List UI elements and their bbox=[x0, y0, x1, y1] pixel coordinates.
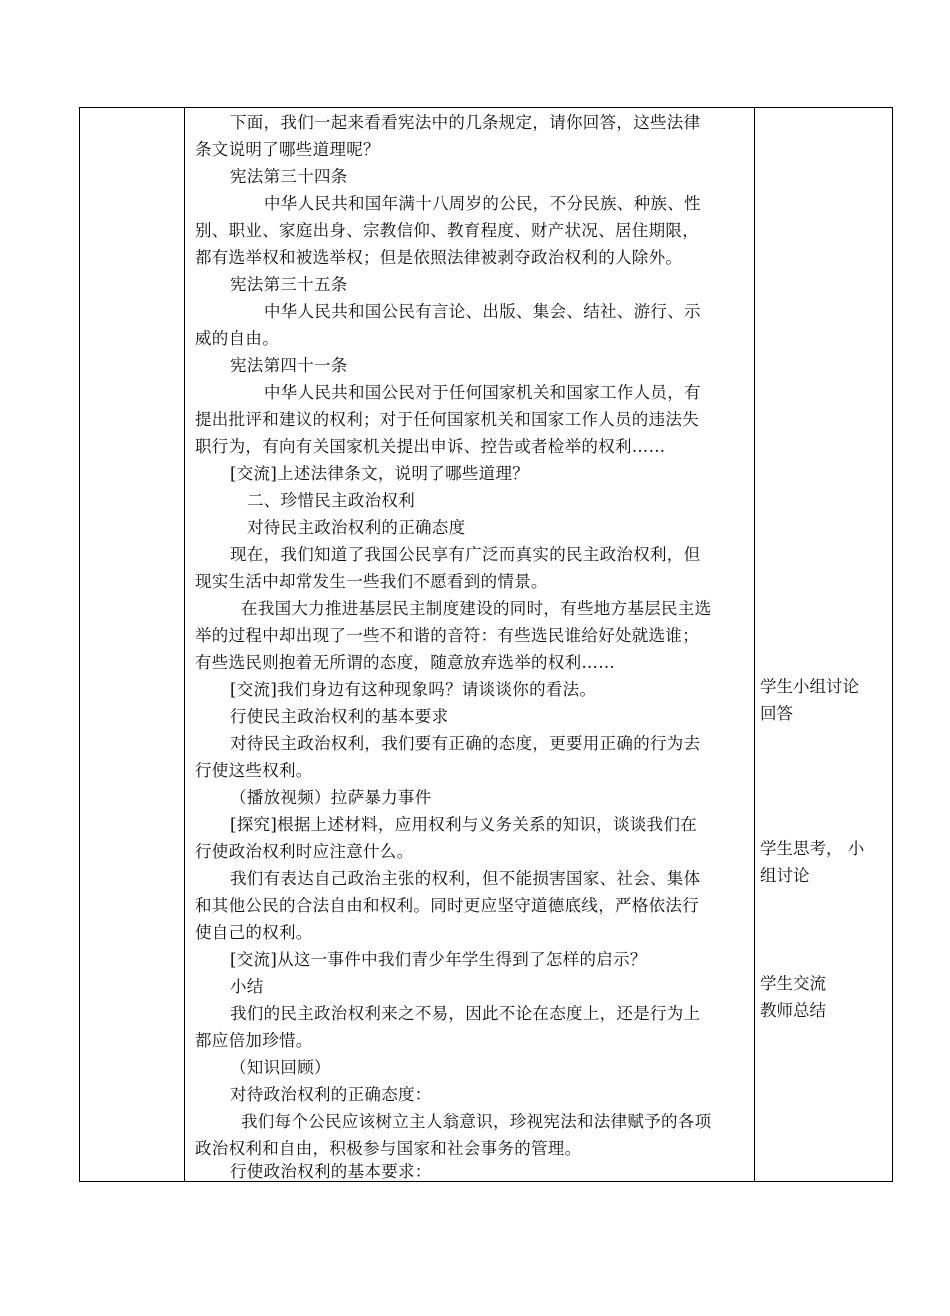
content-line: 提出批评和建议的权利；对于任何国家机关和国家工作人员的违法失 bbox=[195, 410, 699, 429]
content-line: 威的自由。 bbox=[195, 329, 279, 348]
activity-note: 学生交流 bbox=[760, 974, 826, 993]
teaching-content-column bbox=[184, 108, 754, 1181]
content-line: 有些选民则抱着无所谓的态度，随意放弃选举的权利…… bbox=[195, 653, 615, 672]
content-line: 条文说明了哪些道理呢？ bbox=[195, 140, 380, 159]
content-line: 和其他公民的合法自由和权利。同时更应坚守道德底线，严格依法行 bbox=[195, 896, 699, 915]
content-line: 中华人民共和国公民有言论、出版、集会、结社、游行、示 bbox=[264, 302, 701, 321]
content-line: 现实生活中却常发生一些我们不愿看到的情景。 bbox=[195, 572, 548, 591]
content-line: 中华人民共和国公民对于任何国家机关和国家工作人员，有 bbox=[264, 383, 701, 402]
section-heading: 二、珍惜民主政治权利 bbox=[247, 491, 415, 510]
activity-note: 学生小组讨论 bbox=[760, 677, 859, 696]
activity-note: 回答 bbox=[760, 704, 793, 723]
content-line: 我们有表达自己政治主张的权利，但不能损害国家、社会、集体 bbox=[230, 869, 701, 888]
content-line: 都有选举权和被选举权；但是依照法律被剥夺政治权利的人除外。 bbox=[195, 248, 683, 267]
content-line: 行使政治权利时应注意什么。 bbox=[195, 842, 414, 861]
content-line: [交流]上述法律条文，说明了哪些道理？ bbox=[230, 464, 530, 483]
content-line: 都应倍加珍惜。 bbox=[195, 1031, 313, 1050]
activity-note: 组讨论 bbox=[760, 866, 810, 885]
content-line: 职行为，有向有关国家机关提出申诉、控告或者检举的权利…… bbox=[195, 437, 666, 456]
content-line: （知识回顾） bbox=[230, 1058, 331, 1077]
content-line: 别、职业、家庭出身、宗教信仰、教育程度、财产状况、居住期限， bbox=[195, 221, 699, 240]
content-line: 我们每个公民应该树立主人翁意识，珍视宪法和法律赋予的各项 bbox=[241, 1112, 712, 1131]
content-line: 在我国大力推进基层民主制度建设的同时，有些地方基层民主选 bbox=[241, 599, 712, 618]
content-line: 举的过程中却出现了一些不和谐的音符：有些选民谁给好处就选谁； bbox=[195, 626, 699, 645]
content-line: 政治权利和自由，积极参与国家和社会事务的管理。 bbox=[195, 1139, 582, 1158]
content-line: 行使这些权利。 bbox=[195, 761, 313, 780]
content-line: [交流]我们身边有这种现象吗？请谈谈你的看法。 bbox=[230, 680, 597, 699]
content-line: 对待政治权利的正确态度： bbox=[230, 1085, 432, 1104]
content-line: （播放视频）拉萨暴力事件 bbox=[230, 788, 432, 807]
activity-note: 学生思考， 小 bbox=[760, 839, 865, 858]
content-line: 宪法第四十一条 bbox=[230, 356, 348, 375]
content-line: 宪法第三十四条 bbox=[230, 167, 348, 186]
content-line: 现在，我们知道了我国公民享有广泛而真实的民主政治权利，但 bbox=[230, 545, 701, 564]
left-column bbox=[80, 108, 184, 1181]
content-line: [交流]从这一事件中我们青少年学生得到了怎样的启示？ bbox=[230, 950, 647, 969]
content-line: 行使政治权利的基本要求： bbox=[230, 1162, 432, 1181]
content-line: 对待民主政治权利，我们要有正确的态度，更要用正确的行为去 bbox=[230, 734, 701, 753]
subsection-heading: 行使民主政治权利的基本要求 bbox=[230, 707, 449, 726]
student-activity-column bbox=[754, 108, 894, 1181]
content-line: 我们的民主政治权利来之不易，因此不论在态度上，还是行为上 bbox=[230, 1004, 701, 1023]
content-line: 中华人民共和国年满十八周岁的公民，不分民族、种族、性 bbox=[264, 194, 701, 213]
lesson-plan-table bbox=[79, 107, 893, 1182]
content-line: 下面，我们一起来看看宪法中的几条规定，请你回答，这些法律 bbox=[230, 113, 701, 132]
activity-note: 教师总结 bbox=[760, 1001, 826, 1020]
subsection-heading: 对待民主政治权利的正确态度 bbox=[247, 518, 466, 537]
content-line: [探究]根据上述材料，应用权利与义务关系的知识，谈谈我们在 bbox=[230, 815, 698, 834]
content-line: 宪法第三十五条 bbox=[230, 275, 348, 294]
content-line: 使自己的权利。 bbox=[195, 923, 313, 942]
subsection-heading: 小结 bbox=[230, 977, 264, 996]
